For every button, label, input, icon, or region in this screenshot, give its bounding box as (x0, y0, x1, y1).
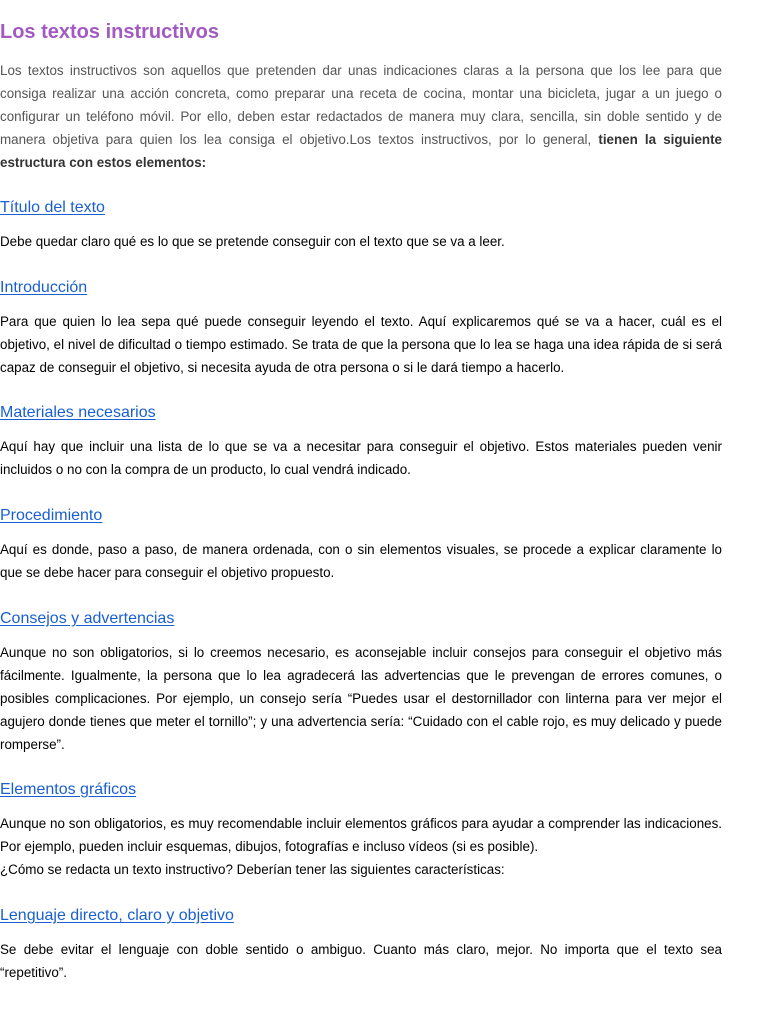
section-body-elementos-graficos (0, 812, 722, 881)
question-line: ¿Cómo se redacta un texto instructivo? Deberían tener las siguientes características: (0, 862, 505, 877)
section-heading-procedimiento[interactable]: Procedimiento (0, 507, 103, 524)
section-body-consejos: Aunque no son obligatorios, si lo creemos necesario, es aconsejable incluir consejos para conseguir el objetivo más fácilmente. Igualmente, la persona que lo lea agradecerá las advertencias que le prevengan de errores comunes, o posibles complicaciones. Por ejemplo, un consejo sería “Puedes usar el destornillador con linterna para ver mejor el agujero donde tienes que meter el tornillo”; y una advertencia sería: “Cuidado con el cable rojo, es muy delicado y puede romperse”. (0, 645, 722, 752)
section-body-titulo: Debe quedar claro qué es lo que se pretende conseguir con el texto que se va a leer. (0, 234, 505, 249)
section-body-elementos-graficos-text: Aunque no son obligatorios, es muy recomendable incluir elementos gráficos para ayudar a comprender las indicaciones. Por ejemplo, pueden incluir esquemas, dibujos, fotografías e incluso vídeos (si es posible). (0, 816, 722, 854)
intro-paragraph (0, 59, 722, 174)
section-heading-titulo[interactable]: Título del texto (0, 199, 105, 216)
section-heading-consejos[interactable]: Consejos y advertencias (0, 610, 175, 627)
section-body-lenguaje: Se debe evitar el lenguaje con doble sentido o ambiguo. Cuanto más claro, mejor. No importa que el texto sea “repetitivo”. (0, 942, 722, 980)
section-heading-elementos-graficos[interactable]: Elementos gráficos (0, 781, 137, 798)
section-heading-materiales[interactable]: Materiales necesarios (0, 404, 156, 421)
section-body-materiales: Aquí hay que incluir una lista de lo que se va a necesitar para conseguir el objetivo. Estos materiales pueden venir incluidos o no con la compra de un producto, lo cual vendrá indicado. (0, 439, 722, 477)
section-heading-lenguaje[interactable]: Lenguaje directo, claro y objetivo (0, 907, 234, 924)
intro-bold-colon: : (201, 155, 207, 170)
section-body-introduccion: Para que quien lo lea sepa qué puede conseguir leyendo el texto. Aquí explicaremos qué se va a hacer, cuál es el objetivo, el nivel de dificultad o tiempo estimado. Se trata de que la persona que lo lea se haga una idea rápida de si será capaz de conseguir el objetivo, si necesita ayuda de otra persona o si le dará tiempo a hacerlo. (0, 314, 722, 375)
intro-text: Los textos instructivos son aquellos que pretenden dar unas indicaciones claras a la persona que los lee para que consiga realizar una acción concreta, como preparar una receta de cocina, montar una bicicleta, jugar a un juego o configurar un teléfono móvil. Por ello, deben estar redactados de manera muy clara, sencilla, sin doble sentido y de manera objetiva para quien los lea consiga el objetivo.Los textos instructivos, por lo general, (0, 63, 722, 147)
page-title: Los textos instructivos (0, 21, 219, 43)
section-body-procedimiento: Aquí es donde, paso a paso, de manera ordenada, con o sin elementos visuales, se procede a explicar claramente lo que se debe hacer para conseguir el objetivo propuesto. (0, 542, 722, 580)
section-heading-introduccion[interactable]: Introducción (0, 279, 88, 296)
intro-bold-text: tiene​n la siguiente estructura con estos elementos (0, 132, 722, 170)
